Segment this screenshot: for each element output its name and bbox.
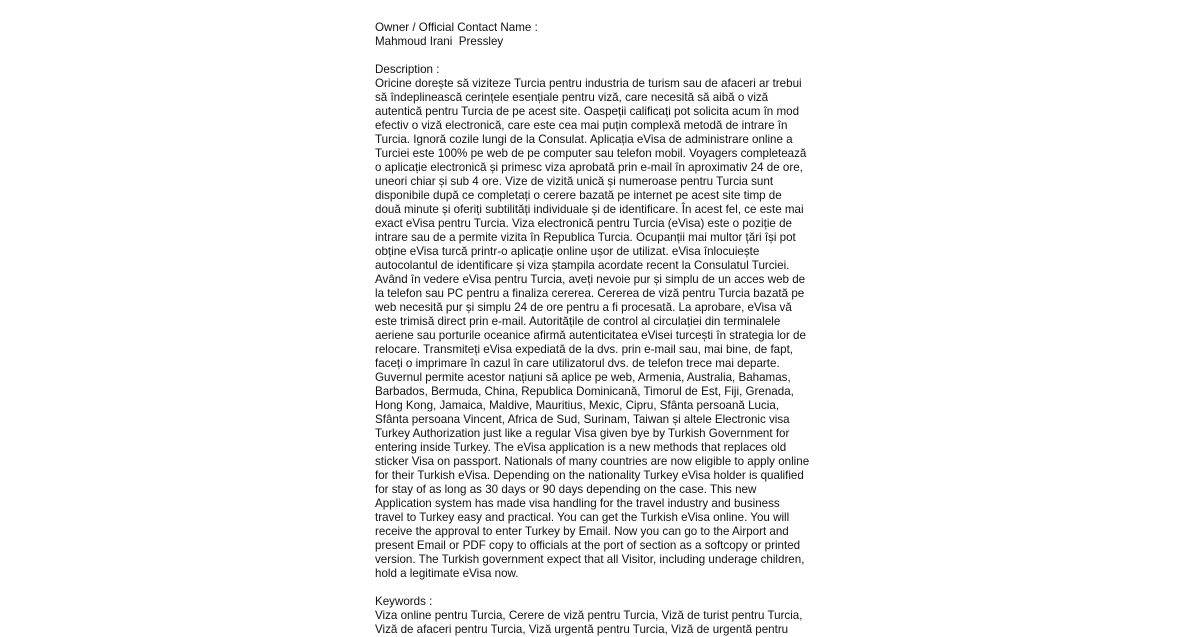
description-line: sticker Visa on passport. Nationals of many countries are now eligible to apply online	[375, 455, 810, 468]
contact-value: Mahmoud Irani Pressley	[375, 35, 504, 48]
description-line: Sfânta persoana Vincent, Africa de Sud, Surinam, Taiwan și altele Electronic visa	[375, 413, 790, 426]
description-line: Turkey Authorization just like a regular Visa given bye by Turkish Government for	[375, 427, 790, 440]
description-body	[375, 77, 835, 581]
description-line: hold a legitimate eVisa now.	[375, 567, 519, 580]
description-line: două minute și oferiți subtilități individuale și de identificare. În acest fel, ce este mai	[375, 203, 804, 216]
keywords-label: Keywords :	[375, 595, 433, 608]
description-line: for stay of as long as 30 days or 90 days depending on the case. This new	[375, 483, 757, 496]
description-line: o aplicație electronică și primesc viza aprobată prin e-mail în aproximativ 24 de ore,	[375, 161, 803, 174]
keywords-line: Viza online pentru Turcia, Cerere de viză pentru Turcia, Viză de turist pentru Turcia,	[375, 609, 803, 622]
spacer	[375, 49, 835, 63]
description-line: este trimisă direct prin e-mail. Autoritățile de control al circulației din terminalele	[375, 315, 781, 328]
description-label: Description :	[375, 63, 440, 76]
description-line: efectiv o viză electronică, care este cea mai puțin complexă metodă de intrare în	[375, 119, 788, 132]
keywords-body	[375, 609, 835, 637]
description-line: obține eVisa turcă printr-o aplicație online ușor de utilizat. eVisa înlocuiește	[375, 245, 760, 258]
description-line: Turcia. Ignoră cozile lungi de la Consulat. Aplicația eVisa de administrare online a	[375, 133, 793, 146]
description-line: for their Turkish eVisa. Depending on the nationality Turkey eVisa holder is qualified	[375, 469, 804, 482]
description-line: travel to Turkey easy and practical. You can get the Turkish eVisa online. You will	[375, 511, 790, 524]
description-line: uneori chiar și sub 4 ore. Vize de vizită unică și numeroase pentru Turcia sunt	[375, 175, 774, 188]
description-line: Oricine dorește să viziteze Turcia pentru industria de turism sau de afaceri ar trebui	[375, 77, 802, 90]
spacer	[375, 581, 835, 595]
description-line: intrare sau de a permite vizita în Republica Turcia. Ocupanții mai multor țări își pot	[375, 231, 796, 244]
description-line: receive the approval to enter Turkey by Email. Now you can go to the Airport and	[375, 525, 789, 538]
description-line: Hong Kong, Jamaica, Maldive, Mauritius, Mexic, Cipru, Sfânta persoană Lucia,	[375, 399, 780, 412]
description-line: Turciei este 100% pe web de pe computer sau telefon mobil. Voyagers completează	[375, 147, 807, 160]
keywords-line: Viză de afaceri pentru Turcia, Viză urgentă pentru Turcia, Viză de urgentă pentru	[375, 623, 789, 636]
description-line: autentică pentru Turcia de pe acest site. Oaspeții calificați pot solicita acum în mod	[375, 105, 800, 118]
description-line: Application system has made visa handling for the travel industry and business	[375, 497, 780, 510]
description-line: present Email or PDF copy to officials at the port of section as a softcopy or printed	[375, 539, 801, 552]
description-line: faceți o imprimare în cazul în care utilizatorul dvs. de telefon trece mai departe.	[375, 357, 780, 370]
description-line: aeriene sau porturile oceanice afirmă autenticitatea eVisei turcești în strategia lor de	[375, 329, 806, 342]
listing-document	[375, 21, 835, 637]
description-line: disponibile după ce completați o cerere bazată pe internet pe acest site timp de	[375, 189, 782, 202]
description-line: Având în vedere eVisa pentru Turcia, aveți nevoie pur și simplu de un acces web de	[375, 273, 806, 286]
description-line: exact eVisa pentru Turcia. Viza electronică pentru Turcia (eVisa) este o poziție de	[375, 217, 792, 230]
description-line: relocare. Transmiteți eVisa expediată de la dvs. prin e-mail sau, mai bine, de fapt,	[375, 343, 794, 356]
description-line: să îndeplinească cerințele esențiale pentru viză, care necesită să aibă o viză	[375, 91, 769, 104]
description-line: la telefon sau PC pentru a finaliza cererea. Cererea de viză pentru Turcia bazată pe	[375, 287, 805, 300]
description-line: Barbados, Bermuda, China, Republica Dominicană, Timorul de Est, Fiji, Grenada,	[375, 385, 794, 398]
description-line: web necesită pur și simplu 24 de ore pentru a fi procesată. La aprobare, eVisa vă	[375, 301, 792, 314]
description-line: version. The Turkish government expect that all Visitor, including underage children,	[375, 553, 805, 566]
contact-label: Owner / Official Contact Name :	[375, 21, 538, 34]
description-line: Guvernul permite acestor națiuni să aplice pe web, Armenia, Australia, Bahamas,	[375, 371, 791, 384]
description-line: autocolantul de identificare și viza ștampila acordate recent la Consulatul Turciei.	[375, 259, 790, 272]
description-line: entering inside Turkey. The eVisa application is a new methods that replaces old	[375, 441, 787, 454]
